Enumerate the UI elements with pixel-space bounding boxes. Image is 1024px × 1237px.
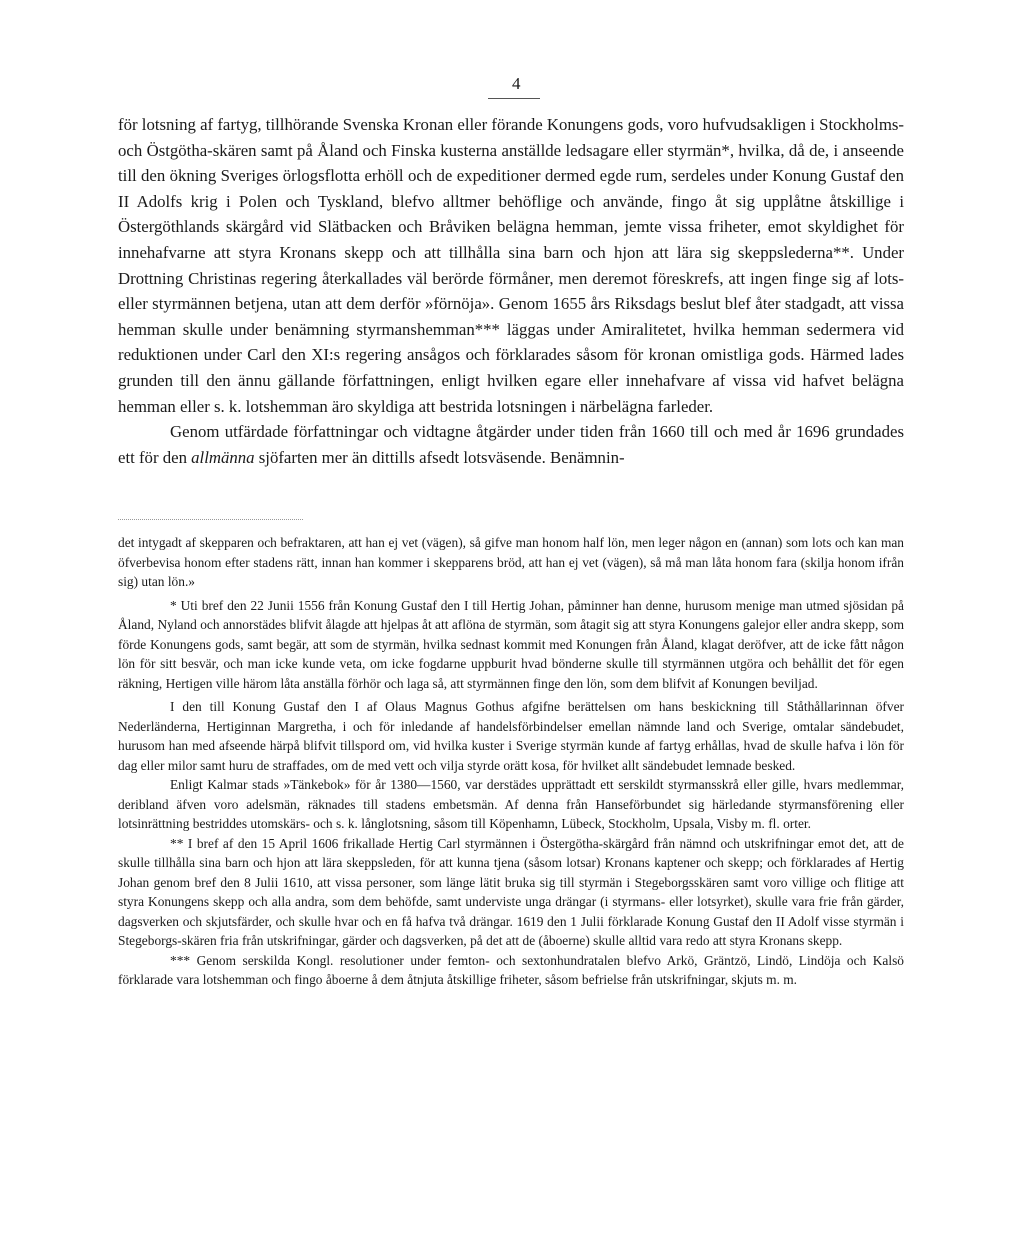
footnotes xyxy=(118,533,904,990)
body-text-italic: allmänna xyxy=(191,447,255,467)
main-text xyxy=(118,112,904,470)
footnote: Enligt Kalmar stads »Tänkebok» för år 1380—1560, var derstädes upprättadt ett serskildt styrmansskrå eller gille, hvars medlemmar, deribland äfven voro adelsmän, räknades till stadens embetsmän. Af denna från Hanseförbundet sig härledande styrmansförening eller lotsinrättning bestriddes utomskärs- och s. k. långlotsning, såsom till Köpenhamn, Lübeck, Stockholm, Upsala, Visby m. fl. orter. xyxy=(118,777,904,831)
footnote-separator xyxy=(118,519,303,520)
page-number: 4 xyxy=(512,74,521,93)
body-paragraph xyxy=(118,419,904,470)
footnote-continuation: det intygadt af skepparen och befraktaren, att han ej vet (vägen), så gifve man honom half lön, men leger någon en (annan) som lots och kan man öfverbevisa honom efter stadens rätt, innan han kommer i skepparens bröd, att han ej vet (vägen), så må man låta honom fara (skilja honom ifrån sig) utan lön.» xyxy=(118,535,904,589)
body-text: Genom utfärdade författningar och vidtagne åtgärder under tiden från 1660 till och med år 1696 grundades ett för den xyxy=(118,422,904,467)
header-rule xyxy=(488,98,540,99)
body-text: sjöfarten mer än dittills afsedt lotsväsende. Benämnin- xyxy=(254,447,625,467)
footnote: I den till Konung Gustaf den I af Olaus Magnus Gothus afgifne berättelsen om hans beskickning till Ståthållarinnan öfver Nederländerna, Hertiginnan Margretha, i och för inledande af handelsförbindelser emellan nämnde land och Sverige, omtalar sändebudet, hurusom han med afseende härpå blifvit tillspord om, vid hvilka kuster i Sverige styrmän kunde af fartyg erhållas, hvad de skulle hafva i lön för dag eller milor samt huru de straffades, om de med vett och vilja styrde orätt kosa, för hvilket allt sändebudet lemnade besked. xyxy=(118,699,904,773)
footnote: * Uti bref den 22 Junii 1556 från Konung Gustaf den I till Hertig Johan, påminner han denne, hurusom menige man utmed sjösidan på Åland, Nyland och annorstädes blifvit ålagde att hjelpas åt att aflöna de styrmän, som åtagit sig att styra Konungens galejor eller andra skepp, som förde Konungens gods, samt begär, att som de styrmän, hvilka sednast kommit med Konungen från Åland, klagat deröfver, att de icke fått någon lön för sitt besvär, och man icke kunde veta, om icke fogdarne uppburit hvad bönderne skulle till styrmännen utgöra och behållit det för egen räkning, Hertigen ville härom låta anställa förhör och laga så, att styrmännen finge den lön, som dem blifvit af Konungen beviljad. xyxy=(118,597,904,691)
body-paragraph: för lotsning af fartyg, tillhörande Svenska Kronan eller förande Konungens gods, voro hufvudsakligen i Stockholms- och Östgötha-skären samt på Åland och Finska kusterna anställde ledsagare eller styrmän*, hvilka, då de, i anseende till den ökning Sveriges örlogsflotta erhöll och de expeditioner dermed egde rum, serdeles under Konung Gustaf den II Adolfs krig i Polen och Tyskland, blefvo alltmer behöflige och använde, fingo åt sig upplåtne åtskillige i Östergöthlands skärgård vid Slätbacken och Bråviken belägna hemman, jemte vissa friheter, emot skyldighet för innehafvarne att styra Kronans skepp och att tillhålla sina barn och hjon att lära sig skeppslederna**. Under Drottning Christinas regering återkallades väl berörde förmåner, men deremot föreskrefs, att ingen finge sig af lots- eller styrmännen betjena, utan att dem derför »förnöja». Genom 1655 års Riksdags beslut blef åter stadgadt, att vissa hemman skulle under benämning styrmanshemman*** läggas under Amiralitetet, hvilka hemman sedermera vid reduktionen under Carl den XI:s regering ansågos och förklarades såsom för kronan omistliga gods. Härmed lades grunden till den ännu gällande författningen, enligt hvilken egare eller innehafvare af vissa vid hafvet belägna hemman eller s. k. lotshemman äro skyldiga att bestrida lotsningen i närbelägna farleder. xyxy=(118,115,904,416)
footnote: *** Genom serskilda Kongl. resolutioner under femton- och sextonhundratalen blefvo Arkö, Gräntzö, Lindö, Lindöja och Kalsö förklarade vara lotshemman och fingo åboerne å dem åtnjuta åtskillige friheter, såsom befrielse från utskrifningar, skjuts m. m. xyxy=(118,952,904,987)
footnote: ** I bref af den 15 April 1606 frikallade Hertig Carl styrmännen i Östergötha-skärgård från nämnd och utskrifningar emot det, att de skulle tillhålla sina barn och hjon att lära skeppsleden, för att kunna tjena (såsom lotsar) Kronans kaptener och skepp; och förklarades af Hertig Johan genom bref den 8 Julii 1610, att vissa personer, som länge lätit bruka sig till styrmän i Stegeborgsskären samt voro villige och flitige att styra Konungens skepp och alla andra, som dem behöfde, samt underviste unga drängar (i styrmans- eller lotsyrket), skulle vara frie från gärder, dagsverken och skjutsfärder, och skulle hvar och en få hafva två drängar. 1619 den 1 Julii förklarade Konung Gustaf den II Adolf visse styrmän i Stegeborgs-skären fria från utskrifningar, gärder och dagsverken, på det att de (åboerne) skulle alltid vara redo att styra Kronans skepp. xyxy=(118,835,904,948)
